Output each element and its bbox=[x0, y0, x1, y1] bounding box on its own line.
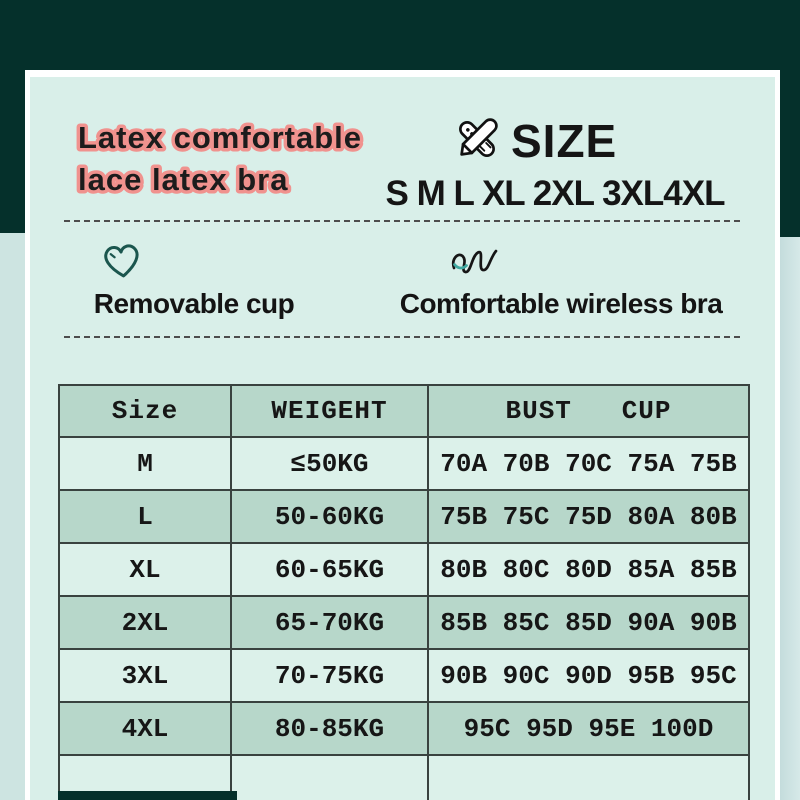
frame-right-light-strip bbox=[780, 237, 800, 800]
header-bust-cup: BUST CUP bbox=[428, 385, 749, 437]
cell-weight: ≤50KG bbox=[231, 437, 428, 490]
table-row-l bbox=[59, 490, 749, 543]
cell-bust-cup: 75B 75C 75D 80A 80B bbox=[428, 490, 749, 543]
cell-bust-cup: 85B 85C 85D 90A 90B bbox=[428, 596, 749, 649]
feature-wireless-bra: Comfortable wireless bra bbox=[399, 288, 723, 319]
cell-size: 4XL bbox=[59, 702, 231, 755]
product-title-line1: Latex comfortable bbox=[78, 120, 363, 155]
dashed-divider-top bbox=[64, 220, 740, 222]
frame-left-light-strip bbox=[0, 233, 25, 800]
table-row-m bbox=[59, 437, 749, 490]
cell-weight: 50-60KG bbox=[231, 490, 428, 543]
pencil-ruler-icon bbox=[448, 110, 506, 168]
size-heading: SIZE bbox=[511, 115, 618, 167]
header-weight: WEIGEHT bbox=[231, 385, 428, 437]
table-row-3xl bbox=[59, 649, 749, 702]
next-section-dark-bar bbox=[58, 791, 237, 800]
table-row-xl bbox=[59, 543, 749, 596]
frame-left-dark-strip bbox=[0, 0, 25, 233]
cell-bust-cup: 90B 90C 90D 95B 95C bbox=[428, 649, 749, 702]
header-size: Size bbox=[59, 385, 231, 437]
cell-bust-cup bbox=[428, 755, 749, 800]
cell-size: XL bbox=[59, 543, 231, 596]
size-table bbox=[58, 384, 750, 800]
cell-weight: 80-85KG bbox=[231, 702, 428, 755]
wireless-squiggle-icon bbox=[450, 243, 504, 281]
table-row-2xl bbox=[59, 596, 749, 649]
sizes-line: S M L XL 2XL 3XL4XL bbox=[385, 174, 725, 213]
dashed-divider-bottom bbox=[64, 336, 740, 338]
heart-icon bbox=[98, 237, 146, 285]
cell-bust-cup: 70A 70B 70C 75A 75B bbox=[428, 437, 749, 490]
cell-size: M bbox=[59, 437, 231, 490]
size-table-header-row bbox=[59, 385, 749, 437]
table-row-4xl bbox=[59, 702, 749, 755]
cell-bust-cup: 95C 95D 95E 100D bbox=[428, 702, 749, 755]
cell-size: L bbox=[59, 490, 231, 543]
cell-weight: 70-75KG bbox=[231, 649, 428, 702]
frame-top-band bbox=[0, 0, 800, 70]
frame-right-dark-strip bbox=[780, 0, 800, 237]
product-title-line2: lace latex bra bbox=[78, 162, 289, 197]
cell-size: 3XL bbox=[59, 649, 231, 702]
cell-bust-cup: 80B 80C 80D 85A 85B bbox=[428, 543, 749, 596]
product-title bbox=[68, 106, 413, 206]
cell-weight: 65-70KG bbox=[231, 596, 428, 649]
cell-size: 2XL bbox=[59, 596, 231, 649]
feature-removable-cup: Removable cup bbox=[93, 288, 295, 319]
cell-weight bbox=[231, 755, 428, 800]
cell-weight: 60-65KG bbox=[231, 543, 428, 596]
